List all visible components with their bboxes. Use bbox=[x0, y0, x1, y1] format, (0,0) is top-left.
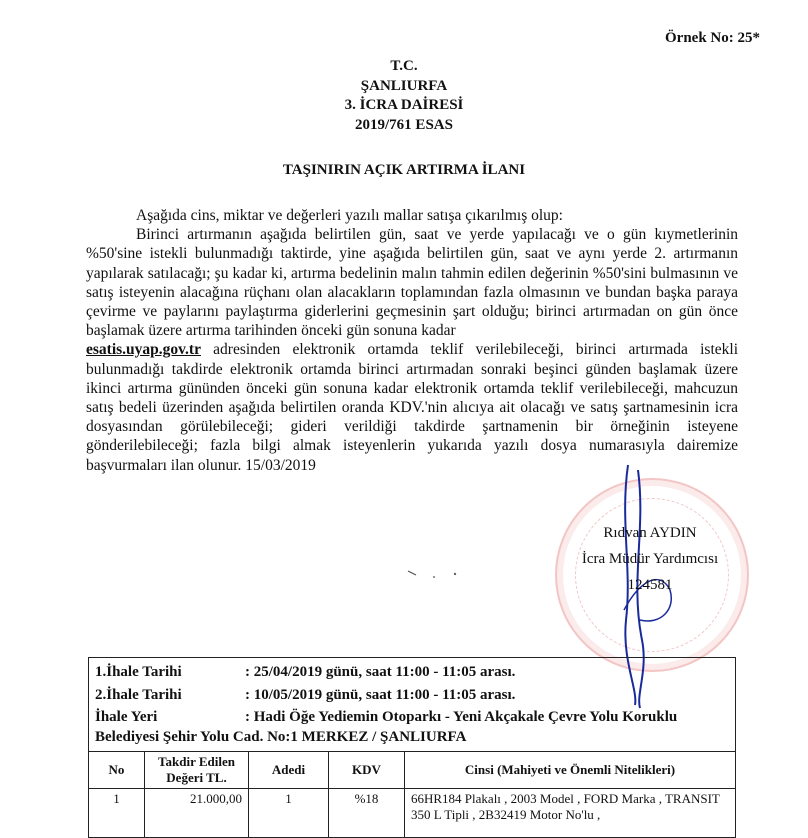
auction-place-row bbox=[95, 707, 731, 747]
esatis-link[interactable]: esatis.uyap.gov.tr bbox=[86, 341, 201, 359]
auction-info-box bbox=[88, 657, 736, 751]
main-paragraph-part1: Birinci artırmanın aşağıda belirtilen gün, saat ve yerde yapılacağı ve o gün kıymetlerinin %50'sine istekli bulunmadığı taktirde, yine aşağıda belirtilen gün, saat ve aynı yerde 2. artırmanın yapılarak satılacağı; şu kadar ki, artırma bedelinin malın tahmin edilen değerinin %50'sini bulmasının ve satış isteyenin alacağına rüçhanı olan alacakların toplamından fazla olmasının ve bundan başka paraya çevirme ve paylarını paylaştırma giderlerini geçmesinin şart olduğu; birinci artırmadan on gün önce başlamak üzere artırma tarihinden önceki gün sonuna kadar bbox=[86, 226, 738, 340]
auction-date2-value: : 10/05/2019 günü, saat 11:00 - 11:05 arası. bbox=[245, 687, 516, 703]
sample-number: Örnek No: 25* bbox=[665, 30, 760, 46]
header-country: T.C. bbox=[390, 58, 418, 74]
cell-qty: 1 bbox=[249, 789, 329, 838]
intro-paragraph: Aşağıda cins, miktar ve değerleri yazılı mallar satışa çıkarılmış olup: bbox=[136, 207, 563, 224]
signatory-number: 124581 bbox=[627, 577, 673, 593]
items-table bbox=[88, 751, 736, 838]
col-header-value: Takdir Edilen Değeri TL. bbox=[145, 752, 249, 789]
auction-date1-label: 1.İhale Tarihi bbox=[95, 664, 182, 680]
col-header-qty: Adedi bbox=[249, 752, 329, 789]
table-header-row bbox=[89, 752, 736, 789]
signatory-role: İcra Müdür Yardımcısı bbox=[581, 551, 719, 567]
document-title: TAŞINIRIN AÇIK ARTIRMA İLANI bbox=[282, 162, 526, 178]
cell-kdv: %18 bbox=[329, 789, 405, 838]
col-header-description: Cinsi (Mahiyeti ve Önemli Nitelikleri) bbox=[405, 752, 736, 789]
main-paragraph bbox=[86, 225, 738, 475]
auction-place-value: : Hadi Öğe Yediemin Otoparkı - Yeni Akçakale Çevre Yolu Koruklu Belediyesi Şehir Yolu Cad. No:1 MERKEZ / ŞANLIURFA bbox=[95, 709, 678, 745]
scan-specks bbox=[400, 565, 470, 585]
header-office: 3. İCRA DAİRESİ bbox=[344, 97, 464, 113]
header-case-number: 2019/761 ESAS bbox=[355, 116, 453, 133]
main-paragraph-part2: adresinden elektronik ortamda teklif verilebileceği, birinci artırmada istekli bulunmadığı takdirde elektronik ortamda birinci artırmadan sonraki beşinci günden başlamak üzere ikinci artırma gününden önceki gün sonuna kadar elektronik ortamda teklif verilebileceği, mahcuzun satış bedeli üzerinden aşağıda belirtilen oranda KDV.'nin alıcıya ait olacağı ve satış şartnamesinin icra dosyasından görülebileceği; gideri verildiği takdirde şartnamenin bir örneğinin isteyene gönderilebileceği; fazla bilgi almak isteyenlerin yukarıda yazılı dosya numarasıyla dairemize başvurmaları ilan olunur. 15/03/2019 bbox=[86, 341, 738, 474]
document-header bbox=[0, 57, 808, 135]
col-header-kdv: KDV bbox=[329, 752, 405, 789]
auction-date2-label: 2.İhale Tarihi bbox=[95, 687, 182, 703]
signature-block bbox=[540, 520, 760, 598]
signatory-name: Rıdvan AYDIN bbox=[603, 525, 697, 541]
cell-description: 66HR184 Plakalı , 2003 Model , FORD Marka , TRANSIT 350 L Tipli , 2B32419 Motor No'lu , bbox=[405, 789, 736, 838]
cell-no: 1 bbox=[89, 789, 145, 838]
cell-value: 21.000,00 bbox=[145, 789, 249, 838]
table-row bbox=[89, 789, 736, 838]
col-header-no: No bbox=[89, 752, 145, 789]
auction-place-label: İhale Yeri bbox=[95, 709, 158, 725]
header-city: ŞANLIURFA bbox=[360, 77, 448, 94]
announcement-body bbox=[86, 206, 738, 475]
auction-date1-value: : 25/04/2019 günü, saat 11:00 - 11:05 arası. bbox=[245, 664, 516, 680]
